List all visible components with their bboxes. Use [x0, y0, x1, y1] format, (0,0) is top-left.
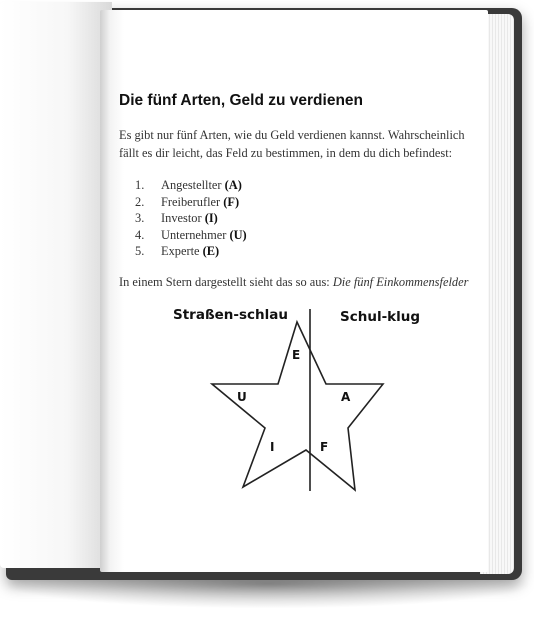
list-code: (I) [204, 211, 218, 226]
list-number: 4. [135, 227, 145, 242]
star-caption-italic: Die fünf Einkommensfelder [332, 275, 469, 289]
list-number: 1. [135, 178, 145, 192]
intro-paragraph: Es gibt nur fünf Arten, wie du Geld verdienen kannst. Wahrscheinlich fällt es dir leicht, das Feld zu bestimmen, in dem du dich befindest: [119, 128, 465, 160]
list-code: (U) [229, 227, 247, 242]
list-text: Unternehmer [161, 227, 227, 242]
star-caption-text: In einem Stern dargestellt sieht das so aus: [119, 275, 330, 289]
list-code: (E) [202, 244, 220, 259]
list-number: 5. [135, 244, 145, 259]
page-heading: Die fünf Arten, Geld zu verdienen [119, 92, 364, 109]
list-number: 2. [135, 194, 145, 209]
list-text: Experte [161, 244, 200, 259]
left-side-label: Straßen-schlau [173, 307, 289, 323]
list-text: Angestellter [161, 178, 222, 192]
list-text: Freiberufler [161, 194, 221, 209]
star-letter-u: U [237, 390, 247, 404]
list-code: (F) [223, 194, 240, 209]
list-code: (A) [224, 178, 242, 192]
star-letter-f: F [320, 440, 329, 454]
right-side-label: Schul-klug [340, 309, 421, 325]
star-letter-i: I [270, 440, 275, 454]
list-number: 3. [135, 211, 145, 226]
list-text: Investor [161, 211, 202, 226]
star-letter-a: A [341, 390, 351, 404]
star-letter-e: E [292, 348, 301, 362]
